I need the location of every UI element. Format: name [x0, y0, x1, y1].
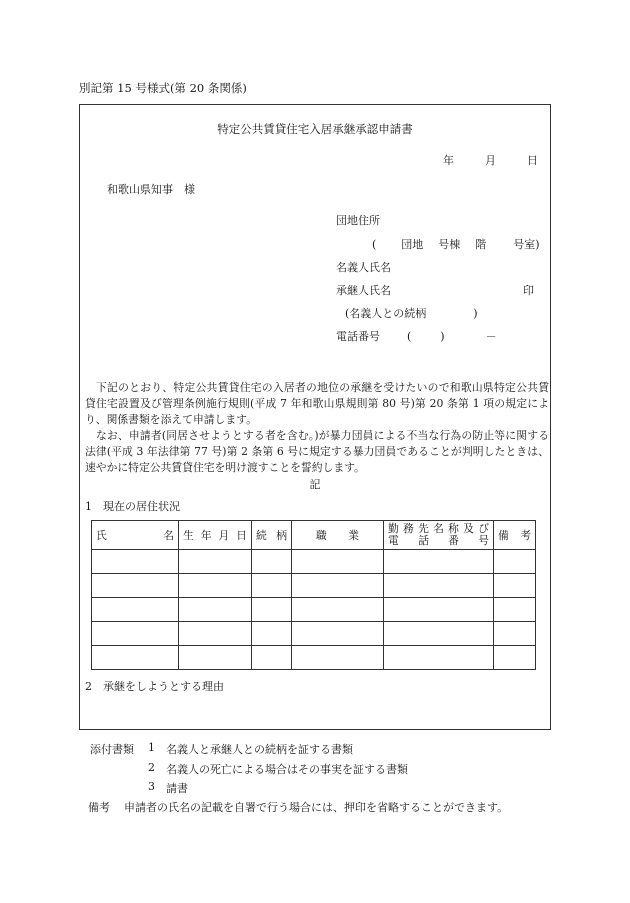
- table-cell[interactable]: [92, 622, 179, 646]
- table-cell[interactable]: [384, 574, 494, 598]
- table-cell[interactable]: [292, 574, 384, 598]
- table-row: [92, 622, 536, 646]
- header-birth: 生年月日: [179, 521, 252, 550]
- relation-line: [345, 305, 478, 321]
- table-cell[interactable]: [292, 646, 384, 670]
- date-month: 月: [485, 154, 496, 167]
- table-cell[interactable]: [252, 646, 292, 670]
- header-name: 氏 名: [92, 521, 179, 550]
- table-cell[interactable]: [252, 574, 292, 598]
- section-2-heading: 2 承継をしようとする理由: [85, 680, 224, 693]
- form-number: 別記第 15 号様式(第 20 条関係): [79, 81, 247, 95]
- date-day: 日: [527, 154, 538, 167]
- table-cell[interactable]: [92, 646, 179, 670]
- table-cell[interactable]: [252, 598, 292, 622]
- table-cell[interactable]: [92, 550, 179, 574]
- table-cell[interactable]: [292, 598, 384, 622]
- header-job: 職 業: [292, 521, 384, 550]
- phone-dash: －: [485, 330, 497, 343]
- table-cell[interactable]: [494, 622, 536, 646]
- successor-name-label: 承継人氏名: [336, 284, 391, 297]
- attachment-2-text: 名義人の死亡による場合はその事実を証する書類: [166, 763, 408, 776]
- attachments-label: 添付書類: [90, 743, 134, 756]
- table-row: [92, 646, 536, 670]
- phone-label: 電話番号: [336, 330, 380, 343]
- table-cell[interactable]: [292, 550, 384, 574]
- body-paragraph-1: 下記のとおり、特定公共賃貸住宅の入居者の地位の承継を受けたいので和歌山県特定公共賃貸住宅設置及び管理条例施行規則(平成 7 年和歌山県規則第 80 号)第 20 条第 1 項の規定により、関係書類を添えて申請します。: [85, 381, 549, 426]
- table-cell[interactable]: [384, 646, 494, 670]
- attachment-2-num: 2: [148, 761, 155, 774]
- header-work-line1: 勤務先名称及び: [388, 522, 489, 535]
- address-detail: [372, 236, 540, 252]
- addressee: 和歌山県知事 様: [107, 183, 195, 196]
- table-row: [92, 574, 536, 598]
- table-cell[interactable]: [179, 574, 252, 598]
- table-cell[interactable]: [179, 646, 252, 670]
- attachment-3-text: 請書: [166, 782, 188, 795]
- address-danchi: 団地: [401, 238, 424, 251]
- table-cell[interactable]: [92, 574, 179, 598]
- document-title: 特定公共賃貸住宅入居承継承認申請書: [217, 122, 413, 136]
- section-1-heading: 1 現在の居住状況: [85, 500, 180, 513]
- table-row: [92, 598, 536, 622]
- table-cell[interactable]: [252, 622, 292, 646]
- table-cell[interactable]: [179, 622, 252, 646]
- body-paragraph-2: なお、申請者(同居させようとする者を含む。)が暴力団員による不当な行為の防止等に関する法律(平成 3 年法律第 77 号)第 2 条第 6 号に規定する暴力団員であることが判明したときは、速やかに特定公共賃貸住宅を明け渡すことを誓約します。: [85, 429, 549, 474]
- phone-line: [336, 328, 497, 344]
- table-cell[interactable]: [292, 622, 384, 646]
- header-remarks: 備考: [494, 521, 536, 550]
- relation-close: ): [473, 307, 478, 320]
- address-goto: 号棟: [438, 238, 461, 251]
- table-cell[interactable]: [494, 598, 536, 622]
- table-cell[interactable]: [384, 598, 494, 622]
- header-work: [384, 521, 494, 550]
- ki-heading: 記: [309, 478, 321, 491]
- address-label: 団地住所: [336, 214, 380, 227]
- table-cell[interactable]: [179, 598, 252, 622]
- header-relation: 続柄: [252, 521, 292, 550]
- residence-table: [91, 520, 536, 670]
- relation-open: (名義人との続柄: [345, 307, 427, 320]
- table-cell[interactable]: [494, 574, 536, 598]
- header-work-line2: 電話番号: [388, 534, 489, 547]
- seal-mark: 印: [523, 284, 534, 297]
- date-year: 年: [443, 154, 454, 167]
- attachment-3-num: 3: [148, 780, 155, 793]
- address-gositsu: 号室): [513, 238, 540, 251]
- date-line: [443, 152, 538, 168]
- table-row: [92, 550, 536, 574]
- attachment-1-text: 名義人と承継人との続柄を証する書類: [166, 743, 353, 756]
- attachment-1-num: 1: [148, 741, 155, 754]
- table-cell[interactable]: [252, 550, 292, 574]
- table-cell[interactable]: [92, 598, 179, 622]
- phone-close: ): [440, 330, 445, 343]
- table-cell[interactable]: [494, 550, 536, 574]
- table-cell[interactable]: [384, 622, 494, 646]
- note-label: 備考: [88, 801, 110, 814]
- holder-name-label: 名義人氏名: [336, 261, 391, 274]
- address-open: (: [372, 238, 377, 251]
- table-cell[interactable]: [384, 550, 494, 574]
- table-cell[interactable]: [494, 646, 536, 670]
- address-kai: 階: [475, 238, 487, 251]
- table-cell[interactable]: [179, 550, 252, 574]
- note-text: 申請者の氏名の記載を自署で行う場合には、押印を省略することができます。: [124, 801, 509, 814]
- phone-open: (: [407, 330, 412, 343]
